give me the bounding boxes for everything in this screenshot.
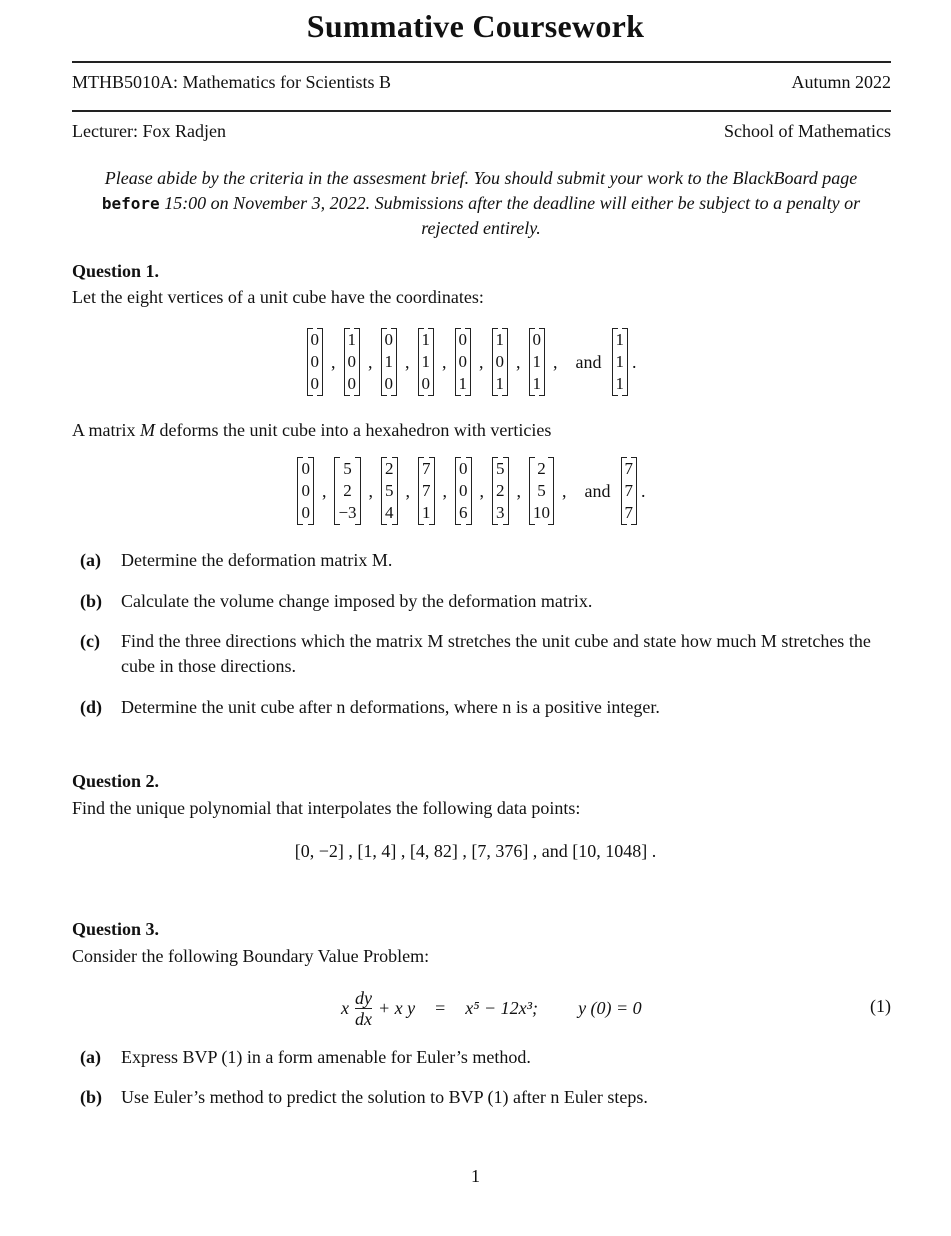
part-text: Determine the deformation matrix M.: [121, 550, 393, 570]
period: .: [632, 351, 637, 372]
column-vector: [492, 328, 509, 396]
vector-entry: 0: [301, 503, 310, 522]
vector-entry: 0: [459, 481, 468, 500]
vector-entry: 1: [384, 352, 393, 371]
question-2-heading: Question 2.: [72, 771, 160, 791]
column-vector: [612, 328, 629, 396]
vector-entry: 7: [624, 503, 634, 522]
vector-entry: 7: [422, 481, 431, 500]
comma: ,: [562, 480, 567, 501]
question-3-intro: Consider the following Boundary Value Problem:: [72, 946, 430, 966]
column-vector: [297, 457, 314, 525]
vector-entry: 1: [421, 330, 430, 349]
vector-entry: 7: [624, 481, 634, 500]
vector-entry: 0: [310, 352, 319, 371]
q1-part-b: [72, 589, 891, 614]
q1-part-a: [72, 548, 891, 573]
deform-intro-b: deforms the unit cube into a hexahedron with verticies: [155, 420, 552, 440]
equation-number: (1): [870, 996, 891, 1016]
eq-equals: =: [435, 997, 446, 1018]
comma: ,: [331, 351, 336, 372]
vector-entry: 1: [495, 374, 504, 393]
period: .: [641, 480, 646, 501]
vector-entry: 2: [496, 481, 505, 500]
column-vector: [334, 457, 360, 525]
vector-entry: 0: [347, 352, 356, 371]
part-text: Determine the unit cube after n deformations, where n is a positive integer.: [121, 697, 660, 717]
eq-x: x: [341, 997, 349, 1018]
submission-brief: [92, 166, 870, 241]
vector-entry: 2: [385, 459, 394, 478]
header-top-rule: [72, 61, 891, 63]
column-vector: [381, 328, 398, 396]
vector-entry: 10: [533, 503, 551, 522]
vector-entry: 1: [422, 503, 431, 522]
header-bottom-rule: [72, 110, 891, 112]
comma: ,: [516, 480, 522, 501]
q1-part-d: [72, 695, 891, 720]
q3-part-a: [72, 1045, 891, 1070]
vector-entry: 1: [421, 352, 430, 371]
vector-entry: 4: [385, 503, 394, 522]
vector-entry: 0: [458, 330, 467, 349]
vector-entry: 0: [310, 374, 319, 393]
brief-text-1: Please abide by the criteria in the assesment brief. You should submit your work to the BlackBoard page: [104, 168, 858, 188]
vector-entry: −3: [338, 503, 357, 522]
vector-entry: 5: [537, 481, 546, 500]
column-vector: [621, 457, 638, 525]
comma: ,: [368, 351, 373, 372]
comma: ,: [516, 351, 521, 372]
and-word: and: [584, 480, 611, 501]
lecturer: Lecturer: Fox Radjen: [72, 121, 226, 141]
part-label: (c): [80, 631, 100, 651]
vector-entry: 0: [459, 459, 468, 478]
column-vector: [455, 328, 472, 396]
vector-entry: 0: [301, 459, 310, 478]
term: Autumn 2022: [791, 72, 891, 92]
column-vector: [344, 328, 361, 396]
hexahedron-vertices: [0, 457, 951, 525]
page-number: 1: [471, 1166, 480, 1186]
column-vector: [492, 457, 509, 525]
and-word: and: [575, 351, 602, 372]
part-label: (d): [80, 697, 102, 717]
column-vector: [418, 457, 435, 525]
deform-intro: [72, 418, 891, 442]
vector-entry: 2: [537, 459, 546, 478]
vector-entry: 1: [495, 330, 504, 349]
comma: ,: [321, 480, 327, 501]
vector-entry: 1: [615, 374, 624, 393]
vector-entry: 2: [343, 481, 352, 500]
vector-entry: 0: [301, 481, 310, 500]
eq-rhs: x⁵ − 12x³;: [465, 997, 539, 1018]
vector-entry: 5: [385, 481, 394, 500]
brief-bold: before: [101, 194, 160, 213]
part-label: (b): [80, 591, 102, 611]
comma: ,: [479, 480, 485, 501]
q1-part-c: [72, 629, 891, 679]
derivative: [355, 988, 372, 1029]
vector-entry: 0: [421, 374, 430, 393]
deform-intro-a: A matrix: [72, 420, 140, 440]
column-vector: [529, 457, 554, 525]
matrix-symbol: M: [140, 420, 155, 440]
vector-entry: 0: [347, 374, 356, 393]
part-label: (a): [80, 1047, 101, 1067]
vector-entry: 1: [458, 374, 467, 393]
vector-entry: 0: [495, 352, 504, 371]
vector-entry: 7: [422, 459, 431, 478]
eq-numerator: dy: [355, 987, 372, 1008]
vector-entry: 1: [615, 330, 624, 349]
page-title: Summative Coursework: [306, 8, 645, 44]
boundary-condition: y (0) = 0: [578, 997, 642, 1018]
vector-entry: 3: [496, 503, 505, 522]
question-2-intro: Find the unique polynomial that interpolates the following data points:: [72, 798, 581, 818]
comma: ,: [368, 480, 374, 501]
comma: ,: [442, 480, 448, 501]
part-label: (a): [80, 550, 101, 570]
question-3-heading: Question 3.: [72, 919, 160, 939]
part-label: (b): [80, 1087, 102, 1107]
vector-entry: 0: [458, 352, 467, 371]
comma: ,: [479, 351, 484, 372]
column-vector: [418, 328, 435, 396]
brief-text-2: 15:00 on November 3, 2022. Submissions after the deadline will either be subject to a penalty or rejected entirely.: [159, 193, 861, 238]
eq-denominator: dx: [355, 1008, 372, 1029]
vector-entry: 0: [384, 374, 393, 393]
part-text: Calculate the volume change imposed by the deformation matrix.: [121, 591, 593, 611]
vector-entry: 1: [532, 352, 541, 371]
cube-vertices: [0, 328, 951, 396]
vector-entry: 0: [384, 330, 393, 349]
comma: ,: [405, 351, 410, 372]
vector-entry: 0: [310, 330, 319, 349]
school: School of Mathematics: [724, 121, 891, 141]
eq-plus-term: + x y: [378, 997, 416, 1018]
comma: ,: [405, 480, 411, 501]
data-points: [0, −2] , [1, 4] , [4, 82] , [7, 376] , and [10, 1048] .: [294, 841, 657, 861]
vector-entry: 7: [624, 459, 634, 478]
vector-entry: 6: [459, 503, 468, 522]
part-text: Express BVP (1) in a form amenable for Euler’s method.: [121, 1047, 531, 1067]
vector-entry: 0: [532, 330, 541, 349]
comma: ,: [442, 351, 447, 372]
vector-entry: 5: [496, 459, 505, 478]
column-vector: [455, 457, 472, 525]
vector-entry: 1: [532, 374, 541, 393]
question-1-heading: Question 1.: [72, 261, 160, 281]
question-1-intro: Let the eight vertices of a unit cube have the coordinates:: [72, 287, 484, 307]
part-text: Use Euler’s method to predict the solution to BVP (1) after n Euler steps.: [121, 1087, 648, 1107]
vector-entry: 1: [347, 330, 356, 349]
column-vector: [529, 328, 546, 396]
column-vector: [381, 457, 398, 525]
part-text: Find the three directions which the matrix M stretches the unit cube and state how much M stretches the cube in those directions.: [121, 631, 871, 676]
course-code-title: MTHB5010A: Mathematics for Scientists B: [72, 72, 391, 92]
q3-part-b: [72, 1085, 891, 1110]
vector-entry: 5: [343, 459, 352, 478]
vector-entry: 1: [615, 352, 624, 371]
comma: ,: [553, 351, 558, 372]
column-vector: [307, 328, 324, 396]
